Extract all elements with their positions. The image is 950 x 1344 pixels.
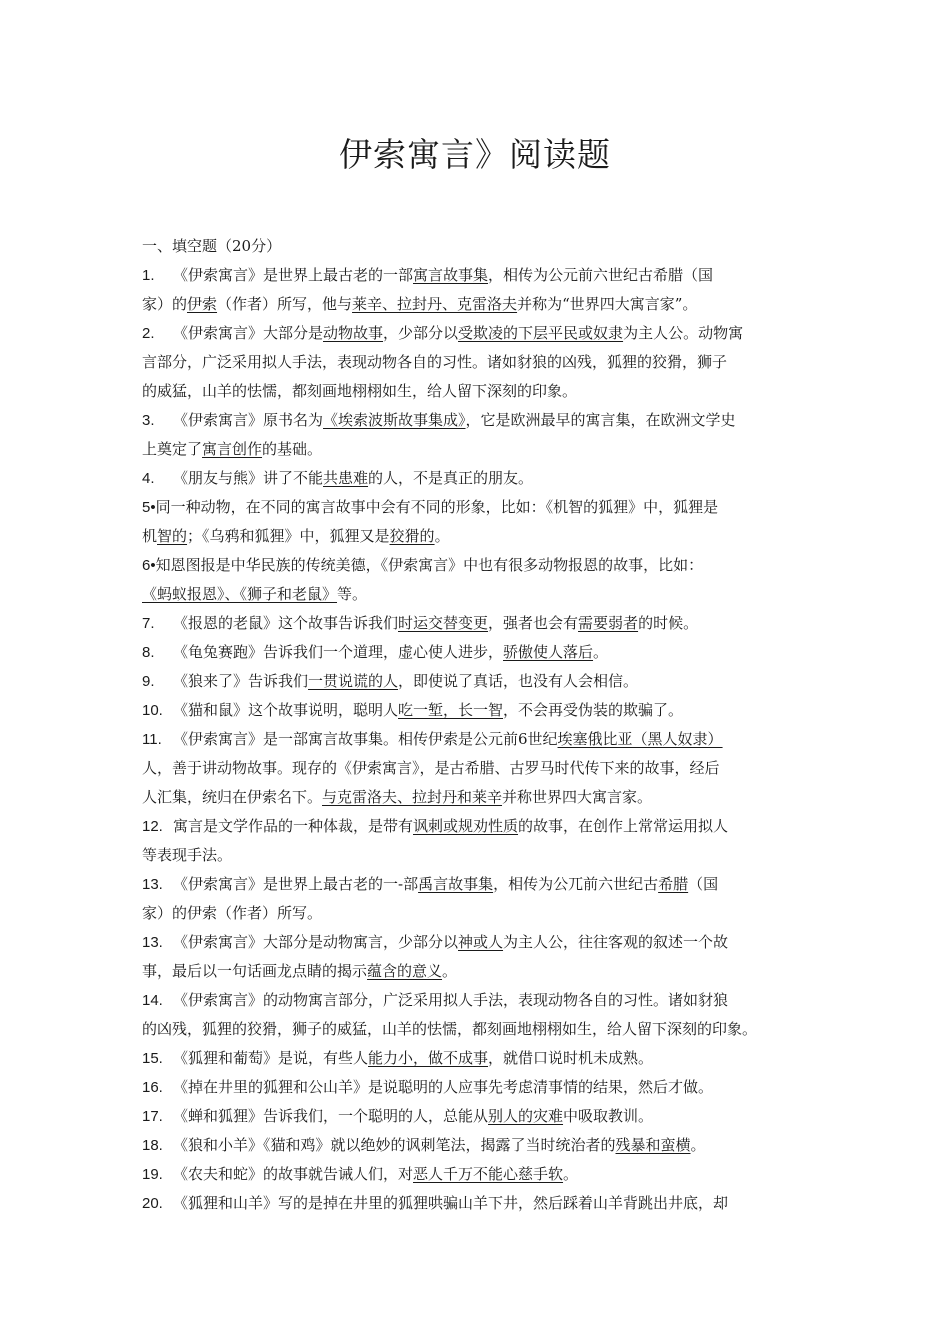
question-text: 《狐狸和葡萄》是说，有些人 [173, 1049, 369, 1067]
question-text: 《伊索寓言》是世界上最古老的一部 [173, 266, 414, 284]
question-line [142, 377, 818, 406]
question-list [142, 261, 818, 1218]
question-line [142, 928, 818, 957]
question-item [142, 406, 818, 464]
question-line [142, 1073, 818, 1102]
question-text: 的故事，在创作上常常运用拟人 [518, 817, 729, 835]
question-text: 《朋友与熊》讲了不能 [173, 469, 324, 487]
question-text: 等表现手法。 [142, 846, 233, 864]
answer-blank: 能力小，做不成事 [368, 1049, 489, 1067]
answer-blank: 狡猾的 [389, 527, 435, 545]
question-text: （作者）所写，他与 [217, 295, 353, 313]
question-text: ，相传为公元前六世纪古希腊（国 [488, 266, 714, 284]
question-number: 18. [142, 1137, 163, 1154]
question-line [142, 290, 818, 319]
question-line [142, 754, 818, 783]
question-text: ，强者也会有 [488, 614, 579, 632]
question-line [142, 580, 818, 609]
question-item [142, 1044, 818, 1073]
question-item [142, 725, 818, 812]
question-number: 2. [142, 325, 155, 342]
question-number: 13. [142, 934, 163, 951]
question-line [142, 406, 818, 435]
question-text: 《猫和鼠》这个故事说明，聪明人 [173, 701, 399, 719]
question-item [142, 261, 818, 319]
answer-blank: 寓言创作 [202, 440, 263, 458]
question-line [142, 1102, 818, 1131]
question-text: 的基础。 [262, 440, 323, 458]
question-item [142, 464, 818, 493]
answer-blank: 《蚂蚁报恩》、《狮子和老鼠》 [142, 585, 338, 603]
question-number: 10. [142, 702, 163, 719]
question-number: 20. [142, 1195, 163, 1212]
question-text: 事，最后以一句话画龙点睛的揭示 [142, 962, 368, 980]
question-item [142, 986, 818, 1044]
question-text: ；《乌鸦和狐狸》中，狐狸又是 [187, 527, 390, 545]
answer-blank: 伊索 [187, 295, 218, 313]
question-item [142, 1073, 818, 1102]
question-text: 为主人公。动物寓 [623, 324, 744, 342]
answer-blank: 莱辛、拉封丹、克雷洛夫 [352, 295, 518, 313]
question-text: 等。 [337, 585, 368, 603]
question-text: 家）的 [142, 295, 188, 313]
answer-blank: 骄傲使人落后 [503, 643, 594, 661]
question-text: ，不会再受伪装的欺骗了。 [503, 701, 684, 719]
question-text: 《农夫和蛇》的故事就告诫人们，对 [173, 1165, 414, 1183]
question-item [142, 609, 818, 638]
answer-blank: 时运交替变更 [398, 614, 489, 632]
question-item [142, 638, 818, 667]
answer-blank: 动物故事 [323, 324, 384, 342]
answer-blank: 共患难 [323, 469, 369, 487]
question-number: 8. [142, 644, 155, 661]
answer-blank: 寓言故事集 [413, 266, 489, 284]
question-item [142, 1102, 818, 1131]
question-text: 《伊索寓言》大部分是动物寓言，少部分以 [173, 933, 459, 951]
question-number: 4. [142, 470, 155, 487]
question-text: 人汇集，统归在伊索名下。 [142, 788, 323, 806]
question-number: 6• [142, 557, 156, 574]
answer-blank: 《埃索波斯故事集成》 [323, 411, 466, 429]
question-text: 。 [690, 1136, 706, 1154]
page-title: 伊索寓言》阅读题 [339, 135, 611, 174]
answer-blank: 蕴含的意义 [367, 962, 443, 980]
question-text: ，它是欧洲最早的寓言集，在欧洲文学史 [465, 411, 736, 429]
question-number: 12. [142, 818, 163, 835]
question-item [142, 812, 818, 870]
question-text: 知恩图报是中华民族的传统美德，《伊索寓言》中也有很多动物报恩的故事，比如： [155, 556, 704, 574]
question-line [142, 1044, 818, 1073]
question-text: 《掉在井里的狐狸和公山羊》是说聪明的人应事先考虑清事情的结果，然后才做。 [173, 1078, 714, 1096]
answer-blank: 恶人千万不能心慈手软 [413, 1165, 564, 1183]
question-line [142, 1160, 818, 1189]
question-text: 《伊索寓言》原书名为 [173, 411, 324, 429]
question-number: 14. [142, 992, 163, 1009]
question-item [142, 696, 818, 725]
question-text: 并称为“世界四大寓言家”。 [517, 295, 698, 313]
question-text: 《伊索寓言》是一部寓言故事集。相传伊索是公元前6世纪 [173, 730, 558, 748]
question-text: 。 [442, 962, 458, 980]
question-item [142, 1131, 818, 1160]
question-number: 9. [142, 673, 155, 690]
question-text: 《伊索寓言》大部分是 [173, 324, 324, 342]
answer-blank: 别人的灾难 [488, 1107, 564, 1125]
question-number: 11. [142, 731, 162, 748]
question-text: 《狼来了》告诉我们 [173, 672, 309, 690]
question-line [142, 638, 818, 667]
question-line [142, 812, 818, 841]
question-text: 机 [142, 527, 158, 545]
section-heading: 一、填空题（20分） [142, 237, 282, 255]
question-number: 13. [142, 876, 163, 893]
question-number: 19. [142, 1166, 163, 1183]
question-text: ，相传为公兀前六世纪古 [493, 875, 659, 893]
question-text: 家）的伊索（作者）所写。 [142, 904, 323, 922]
question-line [142, 696, 818, 725]
question-line [142, 551, 818, 580]
question-line [142, 957, 818, 986]
question-item [142, 928, 818, 986]
question-item [142, 870, 818, 928]
question-text: 《狼和小羊》《猫和鸡》就以绝妙的讽刺笔法，揭露了当时统治者的 [173, 1136, 616, 1154]
question-text: 。 [563, 1165, 579, 1183]
answer-blank: 受欺凌的下层平民或奴隶 [458, 324, 624, 342]
question-text: 的凶残，狐狸的狡猾，狮子的威猛，山羊的怯懦，都刻画地栩栩如生，给人留下深刻的印象。 [142, 1020, 758, 1038]
question-line [142, 899, 818, 928]
question-line [142, 464, 818, 493]
question-item [142, 667, 818, 696]
question-number: 5• [142, 499, 156, 516]
question-number: 7. [142, 615, 155, 632]
question-text: 人，善于讲动物故事。现存的《伊索寓言》，是古希腊、古罗马时代传下来的故事，经后 [142, 759, 720, 777]
answer-blank: 与克雷洛夫、拉封丹和莱辛 [322, 788, 503, 806]
question-text: 的人，不是真正的朋友。 [368, 469, 534, 487]
question-text: 。 [434, 527, 450, 545]
question-number: 3. [142, 412, 155, 429]
question-text: 《伊索寓言》的动物寓言部分，广泛采用拟人手法，表现动物各自的习性。诸如豺狼 [173, 991, 729, 1009]
answer-blank: 吃一堑，长一智 [398, 701, 504, 719]
question-text: （国 [688, 875, 719, 893]
question-line [142, 986, 818, 1015]
question-line [142, 667, 818, 696]
question-text: 《龟兔赛跑》告诉我们一个道理，虚心使人进步， [173, 643, 504, 661]
question-item [142, 1160, 818, 1189]
question-number: 1. [142, 267, 155, 284]
question-text: 同一种动物，在不同的寓言故事中会有不同的形象，比如：《机智的狐狸》中，狐狸是 [155, 498, 719, 516]
answer-blank: 神或人 [458, 933, 504, 951]
question-line [142, 522, 818, 551]
question-text: 上奠定了 [142, 440, 203, 458]
question-number: 15. [142, 1050, 163, 1067]
question-line [142, 1189, 818, 1218]
question-line [142, 1015, 818, 1044]
question-line [142, 348, 818, 377]
answer-blank: 残暴和蛮横 [615, 1136, 691, 1154]
question-text: 并称世界四大寓言家。 [502, 788, 653, 806]
question-number: 17. [142, 1108, 163, 1125]
question-text: ，即使说了真话，也没有人会相信。 [398, 672, 639, 690]
answer-blank: 需要弱者 [578, 614, 639, 632]
question-text: 的威猛，山羊的怯懦，都刻画地栩栩如生，给人留下深刻的印象。 [142, 382, 578, 400]
question-text: 《狐狸和山羊》写的是掉在井里的狐狸哄骗山羊下井，然后踩着山羊背跳出井底，却 [173, 1194, 729, 1212]
question-line [142, 783, 818, 812]
question-line [142, 261, 818, 290]
answer-blank: 希腊 [658, 875, 689, 893]
question-item [142, 319, 818, 406]
question-line [142, 841, 818, 870]
question-text: 言部分，广泛采用拟人手法，表现动物各自的习性。诸如豺狼的凶残，狐狸的狡猾，狮子 [142, 353, 728, 371]
question-line [142, 870, 818, 899]
question-text: 寓言是文学作品的一种体裁，是带有 [173, 817, 414, 835]
answer-blank: 一贯说谎的人 [308, 672, 399, 690]
question-line [142, 609, 818, 638]
question-item [142, 1189, 818, 1218]
question-line [142, 493, 818, 522]
question-text: ，少部分以 [383, 324, 459, 342]
question-number: 16. [142, 1079, 163, 1096]
question-text: 中吸取教训。 [563, 1107, 654, 1125]
question-line [142, 1131, 818, 1160]
answer-blank: 讽刺或规劝性质 [413, 817, 519, 835]
question-text: 为主人公，往往客观的叙述一个故 [503, 933, 729, 951]
question-line [142, 435, 818, 464]
question-text: 。 [593, 643, 609, 661]
question-item [142, 493, 818, 551]
question-line [142, 725, 818, 754]
question-text: 的时候。 [638, 614, 699, 632]
document-body [142, 232, 818, 1218]
answer-blank: 禹言故事集 [418, 875, 494, 893]
question-item [142, 551, 818, 609]
question-text: 《伊索寓言》是世界上最古老的一-部 [173, 875, 419, 893]
answer-blank: 埃塞俄比亚（黑人奴隶） [557, 730, 723, 748]
question-text: ，就借口说时机未成熟。 [488, 1049, 654, 1067]
question-text: 《蝉和狐狸》告诉我们，一个聪明的人，总能从 [173, 1107, 489, 1125]
answer-blank: 智的 [157, 527, 188, 545]
question-text: 《报恩的老鼠》这个故事告诉我们 [173, 614, 399, 632]
question-line [142, 319, 818, 348]
